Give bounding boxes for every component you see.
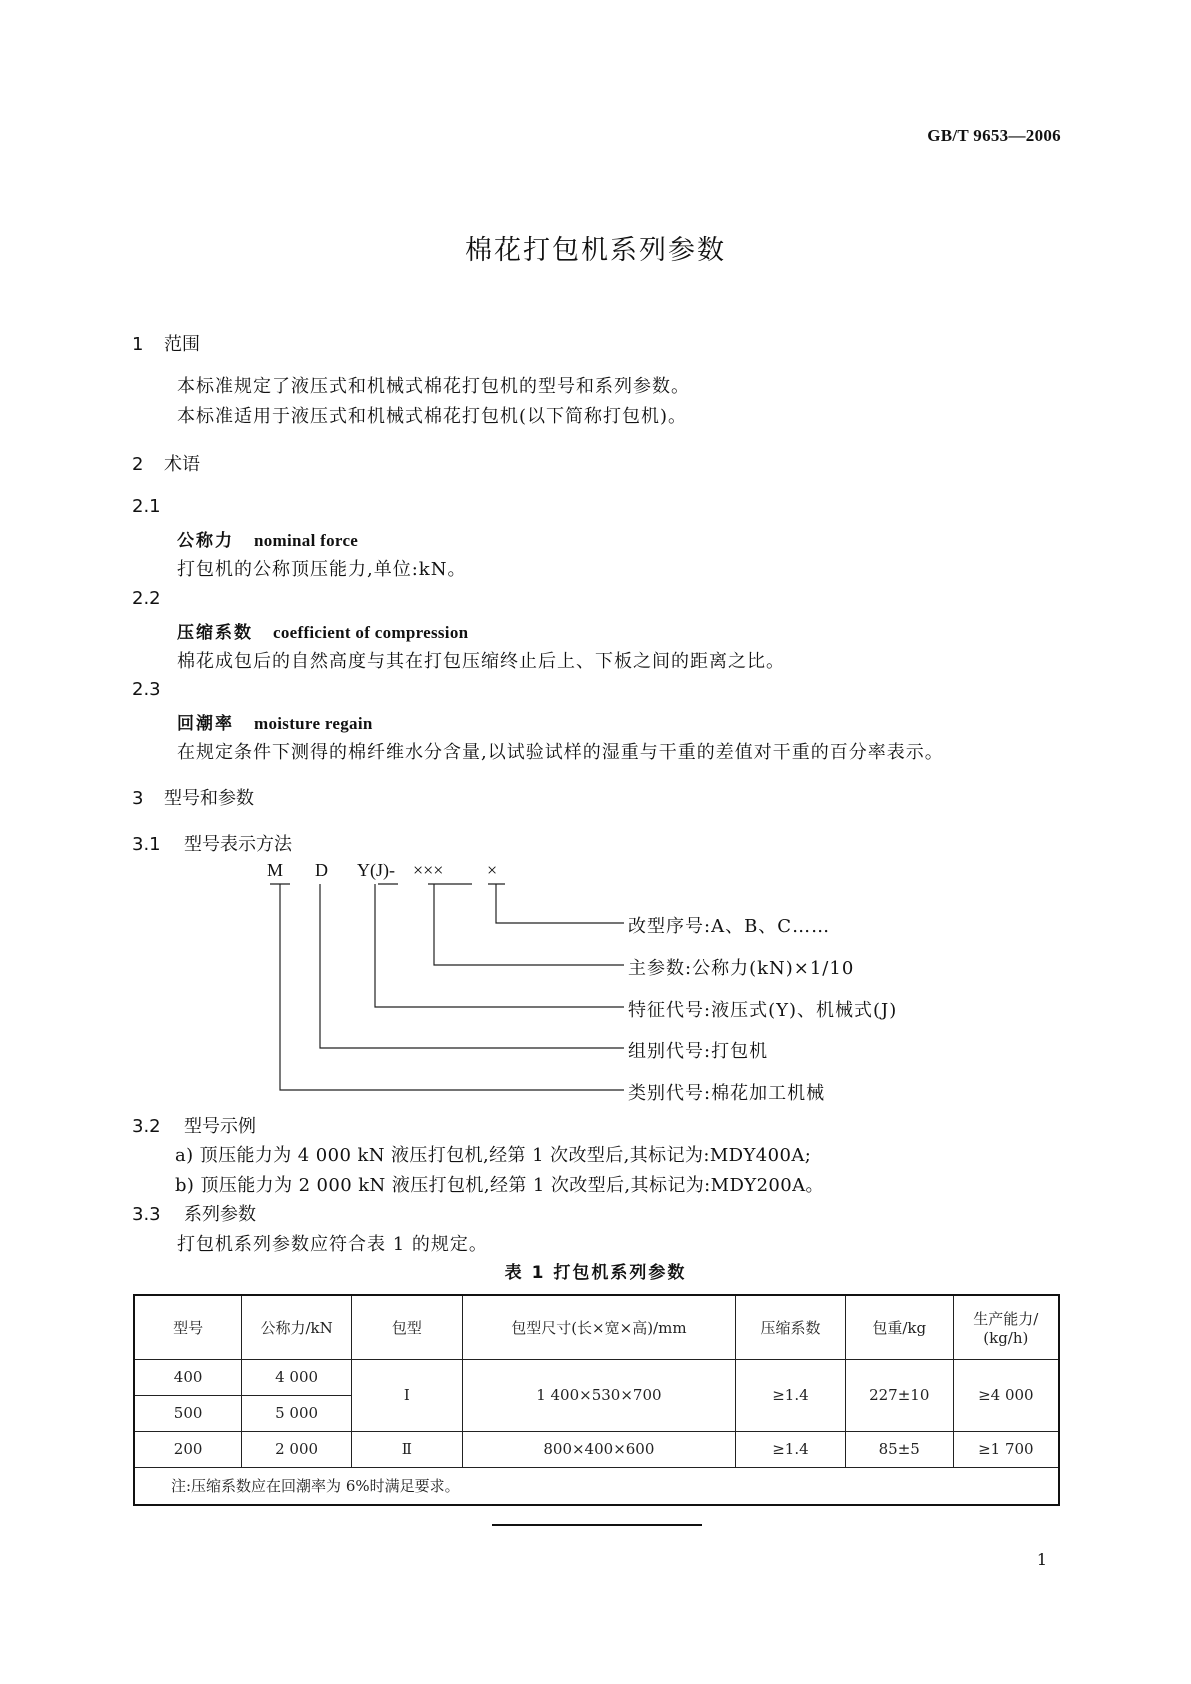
cell-force: 5 000 (242, 1395, 352, 1431)
section-title: 系列参数 (184, 1204, 256, 1225)
model-code-yj: Y(J)- (357, 860, 395, 880)
page-title: 棉花打包机系列参数 (465, 235, 726, 266)
section-number: 1 (132, 334, 144, 355)
cell-bale-type: Ⅱ (351, 1431, 462, 1467)
model-code-x: × (487, 860, 498, 880)
cell-force: 4 000 (242, 1359, 352, 1395)
term-number: 2.2 (132, 588, 161, 609)
term-number: 2.1 (132, 496, 161, 517)
table-row (134, 1359, 1059, 1395)
term-en: coefficient of compression (273, 623, 469, 642)
header-capacity-line2: (kg/h) (983, 1328, 1029, 1347)
section-3-2-heading (132, 1112, 256, 1138)
header-model: 型号 (134, 1295, 242, 1359)
section-title: 型号表示方法 (184, 834, 292, 855)
section-number: 2 (132, 454, 144, 475)
header-bale-size: 包型尺寸(长×宽×高)/mm (462, 1295, 735, 1359)
section-number: 3.2 (132, 1116, 161, 1137)
header-force: 公称力/kN (242, 1295, 352, 1359)
table-note: 注:压缩系数应在回潮率为 6%时满足要求。 (134, 1467, 1059, 1505)
model-label-modification: 改型序号:A、B、C…… (628, 916, 831, 937)
cell-force: 2 000 (242, 1431, 352, 1467)
cell-model: 400 (134, 1359, 242, 1395)
header-capacity (953, 1295, 1059, 1359)
model-code-d: D (315, 860, 328, 880)
cell-bale-size: 800×400×600 (462, 1431, 735, 1467)
section-3-3-heading (132, 1200, 256, 1226)
section-title: 术语 (164, 454, 200, 475)
term-definition: 在规定条件下测得的棉纤维水分含量,以试验试样的湿重与干重的差值对干重的百分率表示。 (177, 742, 944, 763)
paragraph: 打包机系列参数应符合表 1 的规定。 (177, 1234, 488, 1255)
term-definition: 棉花成包后的自然高度与其在打包压缩终止后上、下板之间的距离之比。 (177, 651, 785, 672)
section-title: 型号示例 (184, 1116, 256, 1137)
model-label-main-param: 主参数:公称力(kN)×1/10 (628, 958, 855, 979)
section-number: 3 (132, 788, 144, 809)
term-zh: 压缩系数 (177, 623, 253, 643)
cell-bale-size: 1 400×530×700 (462, 1359, 735, 1431)
cell-capacity: ≥4 000 (953, 1359, 1059, 1431)
term-zh: 回潮率 (177, 714, 234, 734)
cell-model: 200 (134, 1431, 242, 1467)
end-divider (492, 1524, 702, 1526)
section-number: 3.3 (132, 1204, 161, 1225)
paragraph: 本标准规定了液压式和机械式棉花打包机的型号和系列参数。 (177, 376, 690, 397)
cell-bale-weight: 227±10 (845, 1359, 953, 1431)
paragraph: 本标准适用于液压式和机械式棉花打包机(以下简称打包机)。 (177, 406, 688, 427)
model-label-group: 组别代号:打包机 (628, 1041, 769, 1062)
model-code-m: M (267, 860, 284, 880)
table-caption: 表 1 打包机系列参数 (504, 1263, 687, 1283)
term-en: nominal force (254, 531, 359, 550)
term-definition: 打包机的公称顶压能力,单位:kN。 (177, 559, 467, 580)
section-number: 3.1 (132, 834, 161, 855)
example-a: a) 顶压能力为 4 000 kN 液压打包机,经第 1 次改型后,其标记为:MDY400A; (175, 1145, 812, 1166)
cell-bale-type: Ⅰ (351, 1359, 462, 1431)
header-capacity-line1: 生产能力/ (973, 1309, 1039, 1328)
example-b: b) 顶压能力为 2 000 kN 液压打包机,经第 1 次改型后,其标记为:MDY200A。 (175, 1175, 824, 1196)
cell-compression: ≥1.4 (736, 1359, 846, 1431)
cell-bale-weight: 85±5 (845, 1431, 953, 1467)
header-bale-type: 包型 (351, 1295, 462, 1359)
model-label-category: 类别代号:棉花加工机械 (628, 1083, 826, 1104)
cell-capacity: ≥1 700 (953, 1431, 1059, 1467)
term-en: moisture regain (254, 714, 373, 733)
cell-compression: ≥1.4 (736, 1431, 846, 1467)
standard-code: GB/T 9653—2006 (927, 126, 1061, 145)
table-note-row (134, 1467, 1059, 1505)
cell-model: 500 (134, 1395, 242, 1431)
parameters-table (133, 1294, 1060, 1506)
term-zh: 公称力 (177, 531, 234, 551)
term-number: 2.3 (132, 679, 161, 700)
header-bale-weight: 包重/kg (845, 1295, 953, 1359)
header-compression: 压缩系数 (736, 1295, 846, 1359)
table-header-row (134, 1295, 1059, 1359)
page-number: 1 (1036, 1550, 1047, 1569)
section-title: 范围 (164, 334, 200, 355)
model-code-xxx: ××× (413, 860, 444, 880)
model-label-feature: 特征代号:液压式(Y)、机械式(J) (628, 1000, 898, 1021)
section-title: 型号和参数 (164, 788, 254, 809)
table-row (134, 1431, 1059, 1467)
